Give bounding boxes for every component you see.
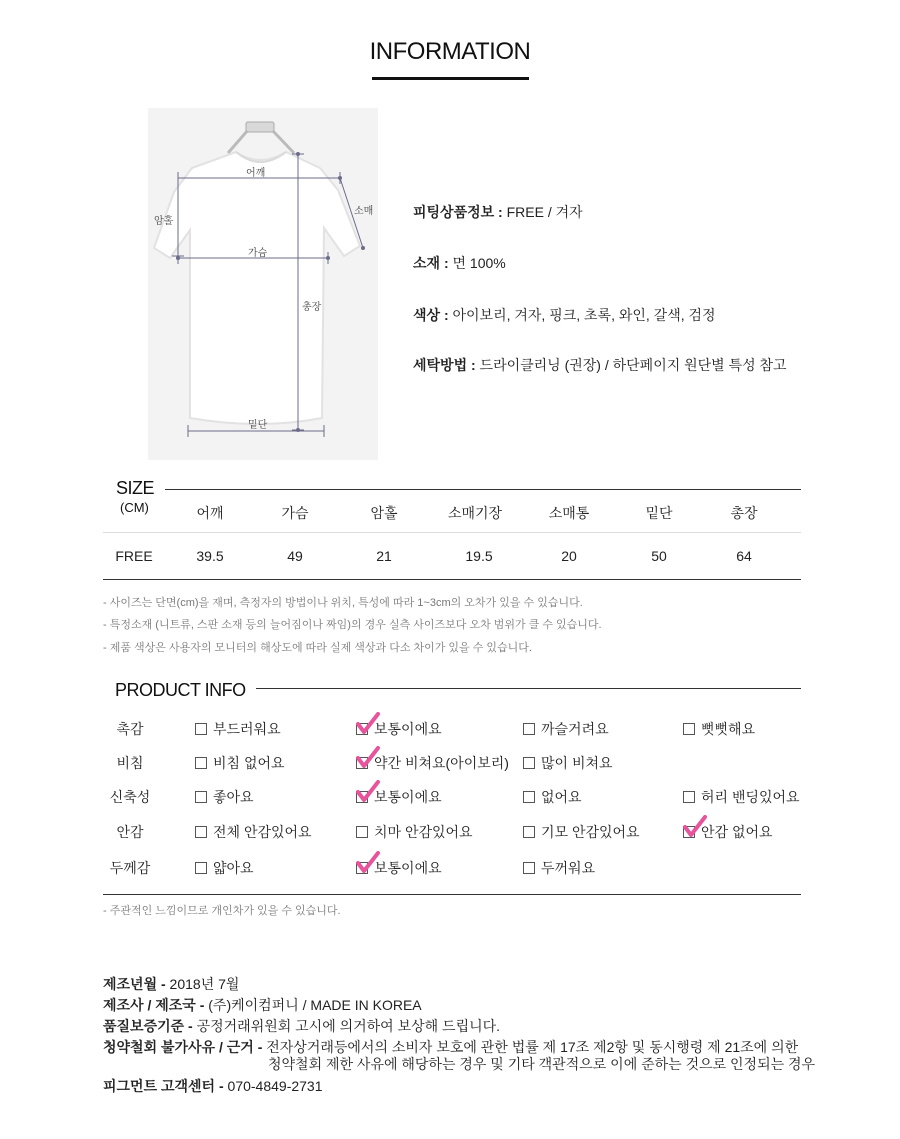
- size-row-label: FREE: [115, 548, 153, 564]
- fitting-value: FREE / 겨자: [502, 204, 583, 220]
- size-top-divider: [165, 489, 801, 490]
- fitting-product-info: [413, 202, 583, 222]
- manufacturer-country: [103, 995, 422, 1015]
- size-bottom-divider: [103, 579, 801, 580]
- check-icon: [356, 851, 382, 877]
- checkbox[interactable]: [195, 791, 207, 803]
- product-row-label: 촉감: [116, 721, 144, 737]
- option-label: 부드러워요: [213, 721, 281, 737]
- size-note: - 제품 색상은 사용자의 모니터의 해상도에 따라 실제 색상과 다소 차이가 있을 수 있습니다.: [103, 642, 532, 654]
- product-row-label: 안감: [116, 824, 144, 840]
- product-note: - 주관적인 느낌이므로 개인차가 있을 수 있습니다.: [103, 905, 341, 917]
- checkbox[interactable]: [683, 723, 695, 735]
- check-icon: [356, 780, 382, 806]
- option-normal-texture[interactable]: [356, 719, 442, 739]
- size-value-hem: 50: [651, 548, 667, 564]
- withdrawal-restriction-cont: 청약철회 제한 사유에 해당하는 경우 및 기타 객관적으로 이에 준하는 것으로 인정되는 경우: [268, 1056, 816, 1072]
- size-header-chest: 가슴: [281, 505, 309, 521]
- checkbox[interactable]: [195, 826, 207, 838]
- option-slightly-see-through[interactable]: [356, 753, 509, 773]
- manufacture-date: [103, 974, 239, 994]
- sleeve-label: 소매: [354, 206, 374, 217]
- option-soft[interactable]: [195, 719, 281, 739]
- product-info-bottom-divider: [103, 894, 801, 895]
- option-no-lining[interactable]: [683, 822, 773, 842]
- size-header-armhole: 암홀: [370, 505, 398, 521]
- size-header-length: 총장: [730, 505, 758, 521]
- checkbox[interactable]: [523, 791, 535, 803]
- size-value-armhole: 21: [376, 548, 392, 564]
- size-note: - 특정소재 (니트류, 스판 소재 등의 늘어짐이나 짜임)의 경우 실측 사이즈보다 오차 범위가 클 수 있습니다.: [103, 619, 602, 631]
- option-label: 많이 비쳐요: [541, 755, 613, 771]
- color-value: 아이보리, 겨자, 핑크, 초록, 와인, 갈색, 검정: [448, 307, 716, 323]
- size-title: SIZE: [116, 478, 155, 498]
- product-row-label: 비침: [116, 755, 144, 771]
- footer-label: 품질보증기준 -: [103, 1018, 197, 1034]
- checkbox[interactable]: [195, 723, 207, 735]
- size-value-shoulder: 39.5: [196, 548, 224, 564]
- footer-value: 공정거래위원회 고시에 의거하여 보상해 드립니다.: [196, 1018, 501, 1034]
- option-label: 약간 비쳐요(아이보리): [374, 755, 509, 771]
- option-label: 뻣뻣해요: [701, 721, 756, 737]
- option-label: 기모 안감있어요: [541, 824, 640, 840]
- footer-label: 피그먼트 고객센터 -: [103, 1078, 228, 1094]
- checkbox[interactable]: [523, 826, 535, 838]
- check-icon: [356, 746, 382, 772]
- color-label: 색상 :: [413, 307, 449, 323]
- option-label: 두꺼워요: [541, 860, 596, 876]
- checkbox[interactable]: [523, 862, 535, 874]
- customer-center: [103, 1076, 323, 1096]
- checkbox[interactable]: [523, 757, 535, 769]
- option-label: 얇아요: [213, 860, 254, 876]
- size-value-sleeve-width: 20: [561, 548, 577, 564]
- check-icon: [356, 712, 382, 738]
- washing-label: 세탁방법 :: [413, 357, 476, 373]
- product-row-label: 두께감: [109, 860, 151, 876]
- size-value-length: 64: [736, 548, 752, 564]
- washing-value: 드라이클리닝 (권장) / 하단페이지 원단별 특성 참고: [475, 357, 787, 373]
- footer-value: 070-4849-2731: [227, 1078, 323, 1094]
- footer-value: 2018년 7월: [169, 976, 240, 992]
- option-rough[interactable]: [523, 719, 609, 739]
- option-stiff[interactable]: [683, 719, 755, 739]
- product-row-label: 신축성: [109, 789, 151, 805]
- length-label: 총장: [302, 302, 322, 313]
- tshirt-image: [148, 108, 378, 460]
- option-label: 좋아요: [213, 789, 254, 805]
- option-full-lining[interactable]: [195, 822, 312, 842]
- size-unit: (CM): [120, 500, 149, 515]
- size-header-sleeve-width: 소매통: [548, 505, 590, 521]
- checkbox[interactable]: [195, 862, 207, 874]
- product-info-divider: [256, 688, 801, 689]
- armhole-label: 암홀: [154, 216, 174, 227]
- option-fleece-lining[interactable]: [523, 822, 640, 842]
- checkbox-checked[interactable]: [356, 723, 368, 735]
- option-label: 보통이에요: [374, 721, 442, 737]
- quality-guarantee: [103, 1016, 500, 1036]
- size-header-hem: 밑단: [645, 505, 673, 521]
- tshirt-measure-figure: [148, 108, 378, 460]
- checkbox[interactable]: [356, 826, 368, 838]
- option-very-see-through[interactable]: [523, 753, 613, 773]
- title-underline: [372, 77, 529, 80]
- hem-label: 밑단: [248, 420, 268, 431]
- checkbox-checked[interactable]: [356, 791, 368, 803]
- shoulder-label: 어깨: [246, 168, 266, 179]
- option-label: 안감 없어요: [701, 824, 773, 840]
- checkbox-checked[interactable]: [683, 826, 695, 838]
- option-skirt-lining[interactable]: [356, 822, 473, 842]
- option-normal-thickness[interactable]: [356, 858, 442, 878]
- fitting-label: 피팅상품정보 :: [413, 204, 503, 220]
- footer-label: 제조사 / 제조국 -: [103, 997, 209, 1013]
- option-label: 전체 안감있어요: [213, 824, 312, 840]
- size-header-shoulder: 어깨: [196, 505, 224, 521]
- option-label: 치마 안감있어요: [374, 824, 473, 840]
- check-icon: [683, 815, 709, 841]
- option-thick[interactable]: [523, 858, 595, 878]
- option-label: 없어요: [541, 789, 582, 805]
- option-no-see-through[interactable]: [195, 753, 285, 773]
- checkbox-checked[interactable]: [356, 757, 368, 769]
- checkbox[interactable]: [523, 723, 535, 735]
- checkbox[interactable]: [195, 757, 207, 769]
- option-label: 비침 없어요: [213, 755, 285, 771]
- washing-info: [413, 355, 787, 375]
- option-label: 까슬거려요: [541, 721, 609, 737]
- color-info: [413, 305, 716, 325]
- chest-label: 가슴: [248, 248, 268, 259]
- footer-label: 제조년월 -: [103, 976, 170, 992]
- option-waist-banding[interactable]: [683, 787, 800, 807]
- option-label: 보통이에요: [374, 789, 442, 805]
- size-note: - 사이즈는 단면(cm)을 재며, 측정자의 방법이나 위치, 특성에 따라 1~3cm의 오차가 있을 수 있습니다.: [103, 597, 583, 609]
- checkbox-checked[interactable]: [356, 862, 368, 874]
- option-label: 허리 밴딩있어요: [701, 789, 800, 805]
- option-good-stretch[interactable]: [195, 787, 254, 807]
- material-label: 소재 :: [413, 255, 449, 271]
- option-no-stretch[interactable]: [523, 787, 582, 807]
- footer-value: 전자상거래등에서의 소비자 보호에 관한 법률 제 17조 제2항 및 동시행령 제 21조에 의한: [266, 1039, 799, 1055]
- option-normal-stretch[interactable]: [356, 787, 442, 807]
- option-label: 보통이에요: [374, 860, 442, 876]
- material-value: 면 100%: [448, 255, 506, 271]
- size-header-sleeve-length: 소매기장: [447, 505, 503, 521]
- size-value-chest: 49: [287, 548, 303, 564]
- page-title: INFORMATION: [369, 38, 531, 65]
- product-info-title: PRODUCT INFO: [115, 680, 246, 700]
- size-mid-divider: [103, 532, 801, 533]
- size-value-sleeve-length: 19.5: [465, 548, 493, 564]
- option-thin[interactable]: [195, 858, 254, 878]
- material-info: [413, 253, 506, 273]
- footer-label: 청약철회 불가사유 / 근거 -: [103, 1039, 267, 1055]
- checkbox[interactable]: [683, 791, 695, 803]
- footer-value: (주)케이컴퍼니 / MADE IN KOREA: [208, 997, 422, 1013]
